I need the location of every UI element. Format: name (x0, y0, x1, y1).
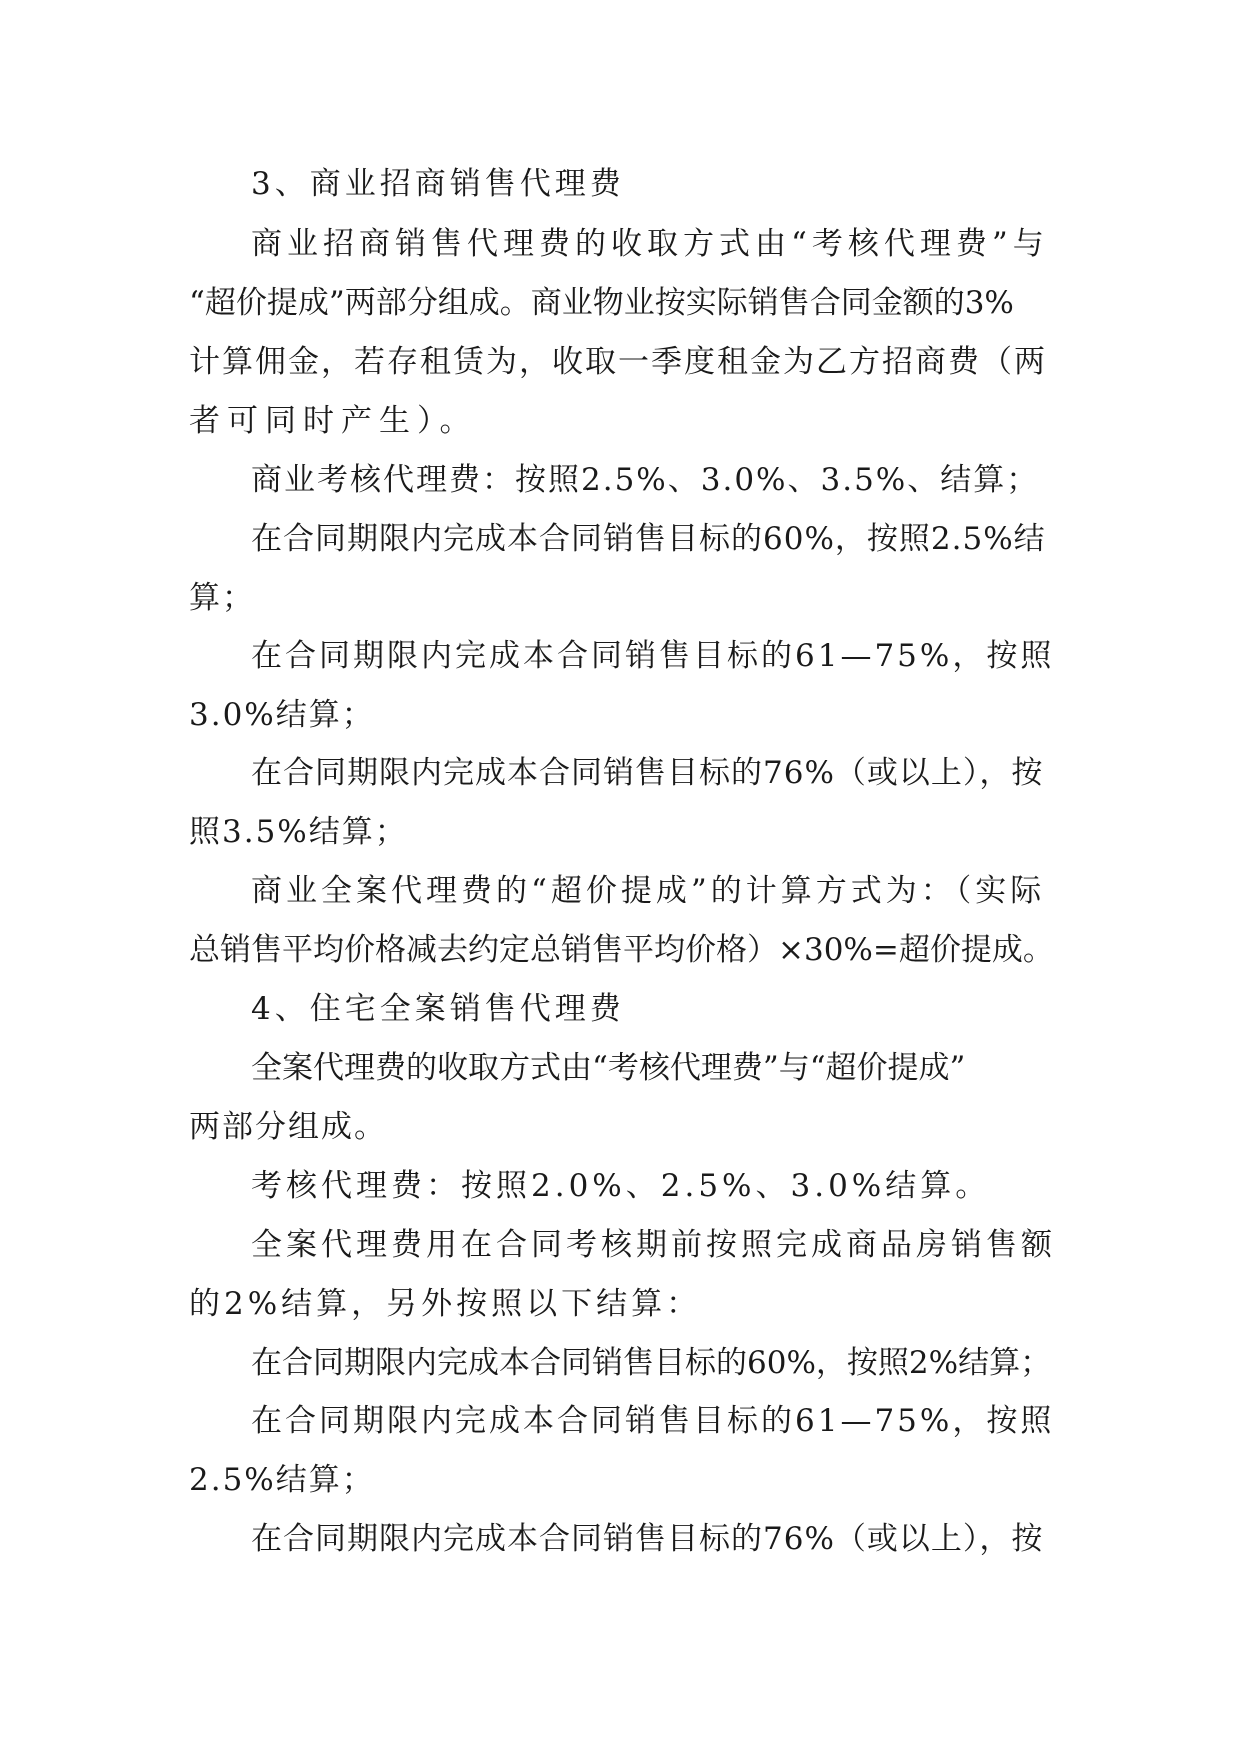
text-line: 商业全案代理费的“超价提成”的计算方式为：（实际 (251, 873, 1046, 909)
text-line: 在合同期限内完成本合同销售目标的61—75%，按照 (251, 638, 1055, 674)
text-line: 商业考核代理费：按照2.5%、3.0%、3.5%、结算； (251, 462, 1040, 498)
text-line: 在合同期限内完成本合同销售目标的60%，按照2%结算； (251, 1345, 1052, 1381)
text-line: 在合同期限内完成本合同销售目标的76%（或以上），按 (251, 1521, 1044, 1557)
text-line: 计算佣金，若存租赁为，收取一季度租金为乙方招商费（两 (189, 344, 1047, 380)
heading-commercial-agency-fee: 3、商业招商销售代理费 (251, 166, 625, 202)
text-line: 在合同期限内完成本合同销售目标的61—75%，按照 (251, 1403, 1055, 1439)
heading-residential-agency-fee: 4、住宅全案销售代理费 (251, 991, 625, 1027)
text-line: 算； (189, 580, 255, 616)
text-line: 总销售平均价格减去约定总销售平均价格）×30%=超价提成。 (189, 932, 1054, 968)
text-line: 商业招商销售代理费的收取方式由“考核代理费”与 (251, 226, 1049, 262)
text-line: 照3.5%结算； (189, 814, 408, 850)
text-line: 两部分组成。 (189, 1109, 387, 1145)
text-line: 在合同期限内完成本合同销售目标的76%（或以上），按 (251, 755, 1044, 791)
text-line: 考核代理费：按照2.0%、2.5%、3.0%结算。 (251, 1168, 991, 1204)
text-line: 的2%结算，另外按照以下结算： (189, 1286, 702, 1322)
text-line: 全案代理费的收取方式由“考核代理费”与“超价提成” (251, 1050, 966, 1086)
text-line: “超价提成”两部分组成。商业物业按实际销售合同金额的3% (189, 285, 1014, 321)
text-line: 在合同期限内完成本合同销售目标的60%，按照2.5%结 (251, 521, 1046, 557)
text-line: 者可同时产生）。 (189, 403, 478, 439)
text-line: 3.0%结算； (189, 697, 375, 733)
text-line: 全案代理费用在合同考核期前按照完成商品房销售额 (251, 1227, 1056, 1263)
text-line: 2.5%结算； (189, 1462, 375, 1498)
